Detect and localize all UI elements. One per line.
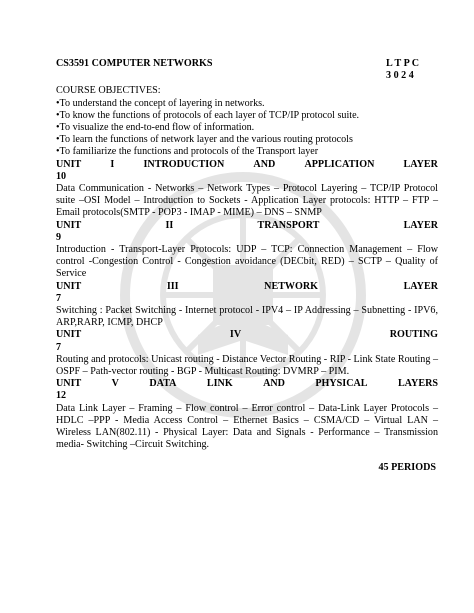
ltpc-values: 3 0 2 4 (386, 70, 414, 82)
unit-hours: 9 (56, 231, 62, 243)
unit-body: Data Communication - Networks – Network Types – Protocol Layering – TCP/IP Protocol suite –OSI Model – Introduction to Sockets - Application Layer protocols: HTTP – FTP – Email protocols(SMTP - POP3 - IMAP - MIME) – DNS – SNMP (56, 183, 438, 219)
unit-heading: UNIT IV ROUTING (56, 329, 438, 341)
course-title: CS3591 COMPUTER NETWORKS (56, 58, 213, 69)
course-header (56, 58, 438, 70)
unit-hours: 10 (56, 170, 67, 182)
unit-heading: UNIT III NETWORK LAYER (56, 280, 438, 292)
unit-heading: UNIT V DATA LINK AND PHYSICAL LAYERS (56, 378, 438, 390)
objective-item: • To know the functions of protocols of each layer of TCP/IP protocol suite. (56, 110, 438, 122)
objective-item: • To understand the concept of layering in networks. (56, 98, 438, 110)
unit-body: Routing and protocols: Unicast routing - Distance Vector Routing - RIP - Link State Routing –OSPF – Path-vector routing - BGP - Multicast Routing: DVMRP – PIM. (56, 353, 438, 378)
unit-hours: 12 (56, 390, 67, 402)
unit-hours: 7 (56, 341, 62, 353)
total-periods: 45 PERIODS (378, 461, 436, 473)
unit-body: Switching : Packet Switching - Internet protocol - IPV4 – IP Addressing – Subnetting - IPV6, ARP,RARP, ICMP, DHCP (56, 305, 438, 329)
unit-heading: UNIT I INTRODUCTION AND APPLICATION LAYER (56, 158, 438, 170)
unit-hours: 7 (56, 292, 62, 304)
unit-body: Data Link Layer – Framing – Flow control – Error control – Data-Link Layer Protocols – HDLC –PPP - Media Access Control – Ethernet Basics – CSMA/CD – Virtual LAN – Wireless LAN(802.11) - Physical Layer: Data and Signals - Performance – Transmission media- Switching –Circuit Switching. (56, 402, 438, 451)
unit-heading: UNIT II TRANSPORT LAYER (56, 219, 438, 231)
objectives-heading: COURSE OBJECTIVES: (56, 85, 161, 97)
unit-body: Introduction - Transport-Layer Protocols: UDP – TCP: Connection Management – Flow control -Congestion Control - Congestion avoidance (DECbit, RED) – SCTP – Quality of Service (56, 244, 438, 280)
objective-item: • To familiarize the functions and protocols of the Transport layer (56, 146, 438, 158)
objective-item: • To learn the functions of network layer and the various routing protocols (56, 134, 438, 146)
ltpc-values-row (56, 70, 438, 82)
objective-item: • To visualize the end-to-end flow of information. (56, 122, 438, 134)
syllabus-content (56, 58, 438, 474)
ltpc-label: L T P C (386, 58, 420, 69)
